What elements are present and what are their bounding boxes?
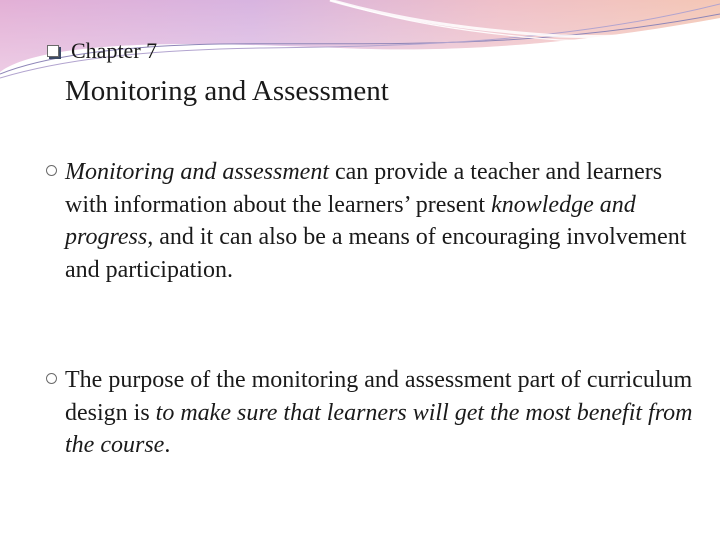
chapter-label: Chapter 7: [71, 38, 158, 63]
circle-bullet-icon: [46, 165, 57, 176]
bullet-text: [65, 156, 696, 286]
text-segment: Monitoring and assessment: [65, 159, 329, 185]
bullet-item-2: [46, 364, 696, 462]
bullet-item-1: [46, 156, 696, 286]
text-segment: .: [164, 432, 171, 458]
text-segment: and it can also be a means of encouraging involvement and participation.: [65, 224, 687, 283]
circle-bullet-icon: [46, 373, 57, 384]
slide-title: Monitoring and Assessment: [65, 75, 389, 107]
square-bullet-icon: [47, 45, 59, 57]
text-segment: can provide a teacher and learners with information about the learners’ present: [65, 159, 663, 218]
text-segment: to make sure that learners will get the most benefit from the course: [65, 399, 693, 458]
text-segment: knowledge and progress,: [65, 191, 636, 250]
text-segment: The purpose of the monitoring and assessment part of curriculum design is: [65, 367, 693, 426]
chapter-heading: [47, 38, 157, 64]
bullet-text: [65, 364, 696, 462]
